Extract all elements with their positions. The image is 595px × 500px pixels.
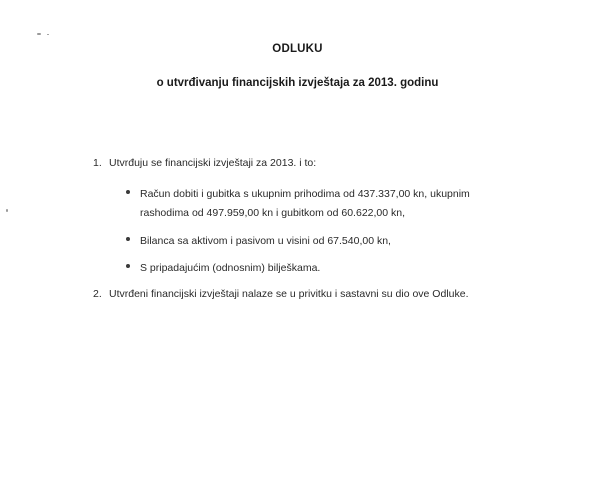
bullet-dot: [126, 264, 130, 268]
bullet-line: rashodima od 497.959,00 kn i gubitkom od 60.622,00 kn,: [140, 207, 406, 219]
bullet-line: Bilanca sa aktivom i pasivom u visini od 67.540,00 kn,: [140, 235, 391, 247]
bullet-text: [140, 185, 470, 223]
item-number: 1.: [93, 157, 102, 169]
scan-speck: [47, 34, 49, 35]
scan-speck: [37, 33, 41, 35]
document-title: ODLUKU: [272, 43, 323, 55]
item-number: 2.: [93, 288, 102, 300]
bullet-text: [140, 259, 320, 278]
bullet-line: S pripadajućim (odnosnim) bilješkama.: [140, 262, 321, 274]
bullet-dot: [126, 190, 130, 194]
bullet-line: Račun dobiti i gubitka s ukupnim prihodima od 437.337,00 kn, ukupnim: [140, 188, 470, 200]
document-subtitle: o utvrđivanju financijskih izvještaja za 2013. godinu: [156, 77, 439, 89]
item-text: Utvrđeni financijski izvještaji nalaze se u privitku i sastavni su dio ove Odluke.: [109, 288, 469, 300]
bullet-text: [140, 232, 391, 251]
item-text: Utvrđuju se financijski izvještaji za 2013. i to:: [109, 157, 317, 169]
bullet-dot: [126, 237, 130, 241]
scan-speck: [6, 209, 8, 212]
